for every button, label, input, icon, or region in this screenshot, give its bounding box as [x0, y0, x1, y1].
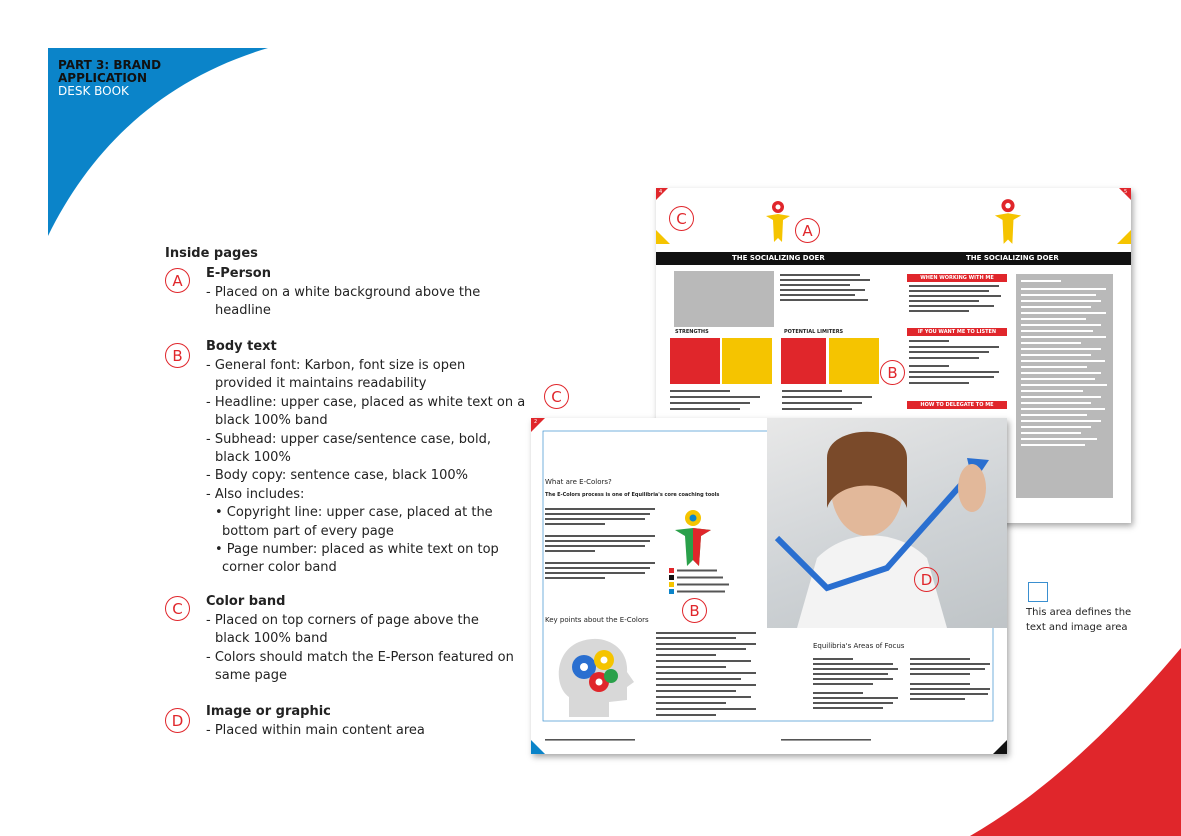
legend-line: - Colors should match the E-Person featured on: [206, 649, 514, 665]
limiters-label: POTENTIAL LIMITERS: [784, 329, 844, 335]
intro-box: [674, 271, 774, 327]
marker-c: C: [165, 596, 190, 621]
legend-line: - Body copy: sentence case, black 100%: [206, 468, 468, 484]
marker-d: D: [165, 708, 190, 733]
header-title: [58, 59, 161, 98]
legend-lines-d: [206, 722, 425, 740]
red-box: [781, 338, 826, 384]
marker-b: B: [165, 343, 190, 368]
legend-line: - Subhead: upper case/sentence case, bold,: [206, 431, 491, 447]
note-line-2: text and image area: [1026, 622, 1128, 633]
marker-b-page: B: [880, 360, 905, 385]
text-lines: [780, 274, 880, 324]
red-box: [670, 338, 720, 384]
text-area-note: [1026, 605, 1131, 635]
legend-line: bottom part of every page: [222, 523, 394, 539]
legend-line: - General font: Karbon, font size is open: [206, 358, 466, 373]
legend-title-c: Color band: [206, 594, 286, 609]
marker-d-page: D: [914, 567, 939, 592]
e-person-icon: [765, 200, 791, 244]
legend-line: corner color band: [222, 560, 337, 576]
legend-line: • Page number: placed as white text on top: [215, 542, 499, 558]
text-lines: [909, 340, 1007, 398]
marker-a: A: [165, 268, 190, 293]
e-colors-logo-icon: [673, 508, 713, 568]
legend-line: - Placed on top corners of page above the: [206, 613, 479, 628]
legend-title-d: Image or graphic: [206, 704, 331, 719]
legend-line: • Copyright line: upper case, placed at the: [215, 505, 493, 521]
header-corner-shape: [0, 0, 280, 240]
text-lines: [656, 632, 766, 722]
legend-line: headline: [215, 303, 271, 319]
marker-a-page: A: [795, 218, 820, 243]
legend-line: black 100% band: [215, 631, 328, 647]
header-line-1: PART 3: BRAND: [58, 58, 162, 72]
legend-line: - Also includes:: [206, 486, 305, 502]
marker-c-page: C: [669, 206, 694, 231]
text-lines: [813, 658, 993, 718]
page-subtitle: The E-Colors process is one of Equilibria's core coaching tools: [545, 492, 720, 498]
note-line-1: This area defines the: [1026, 607, 1132, 618]
legend-line: black 100%: [215, 450, 291, 466]
legend-lines-a: [206, 284, 480, 321]
focus-title: Equilibria's Areas of Focus: [813, 642, 905, 650]
subhead-working: WHEN WORKING WITH ME: [907, 274, 1007, 282]
header-line-3: DESK BOOK: [58, 84, 129, 98]
page-number-left: 2: [534, 419, 538, 425]
photo-image: [767, 418, 1007, 628]
strengths-label: STRENGTHS: [675, 329, 709, 335]
marker-b-page: B: [682, 598, 707, 623]
head-gears-image: [549, 632, 639, 722]
copyright-line: [545, 738, 995, 742]
legend-line: same page: [215, 668, 288, 684]
section-title: Inside pages: [165, 246, 258, 261]
corner-color-bands: [656, 188, 1131, 258]
woman-with-arrow-image: [767, 418, 1007, 628]
page-title: What are E-Colors?: [545, 478, 612, 486]
text-lines: [909, 285, 1007, 325]
marker-c-page: C: [544, 384, 569, 409]
page-number-right: 5: [1124, 189, 1128, 195]
headline-left: THE SOCIALIZING DOER: [732, 254, 825, 262]
text-area-swatch: [1028, 582, 1048, 602]
body-copy: [780, 274, 880, 324]
legend-line: black 100% band: [215, 413, 328, 429]
legend-title-a: E-Person: [206, 266, 271, 281]
color-legend: [669, 568, 739, 598]
subhead-listen: IF YOU WANT ME TO LISTEN: [907, 328, 1007, 336]
subhead-delegate: HOW TO DELEGATE TO ME: [907, 401, 1007, 409]
sidebar-box: [1016, 274, 1113, 498]
headline-right: THE SOCIALIZING DOER: [966, 254, 1059, 262]
e-person-icon: [993, 198, 1023, 246]
yellow-box: [722, 338, 772, 384]
legend-lines-b: [206, 357, 525, 578]
legend-line: - Placed within main content area: [206, 723, 425, 738]
legend-title-b: Body text: [206, 339, 277, 354]
page-number-left: 4: [659, 189, 663, 195]
headline-band: [656, 252, 1131, 265]
legend-line: - Placed on a white background above the: [206, 285, 481, 300]
yellow-box: [829, 338, 879, 384]
key-points-title: Key points about the E-Colors: [545, 616, 649, 624]
legend-lines-c: [206, 612, 514, 686]
text-lines: [1016, 274, 1113, 474]
legend-line: - Headline: upper case, placed as white text on a: [206, 394, 526, 410]
legend-line: provided it maintains readability: [215, 376, 427, 392]
text-lines: [545, 508, 665, 588]
header-line-2: APPLICATION: [58, 71, 148, 85]
